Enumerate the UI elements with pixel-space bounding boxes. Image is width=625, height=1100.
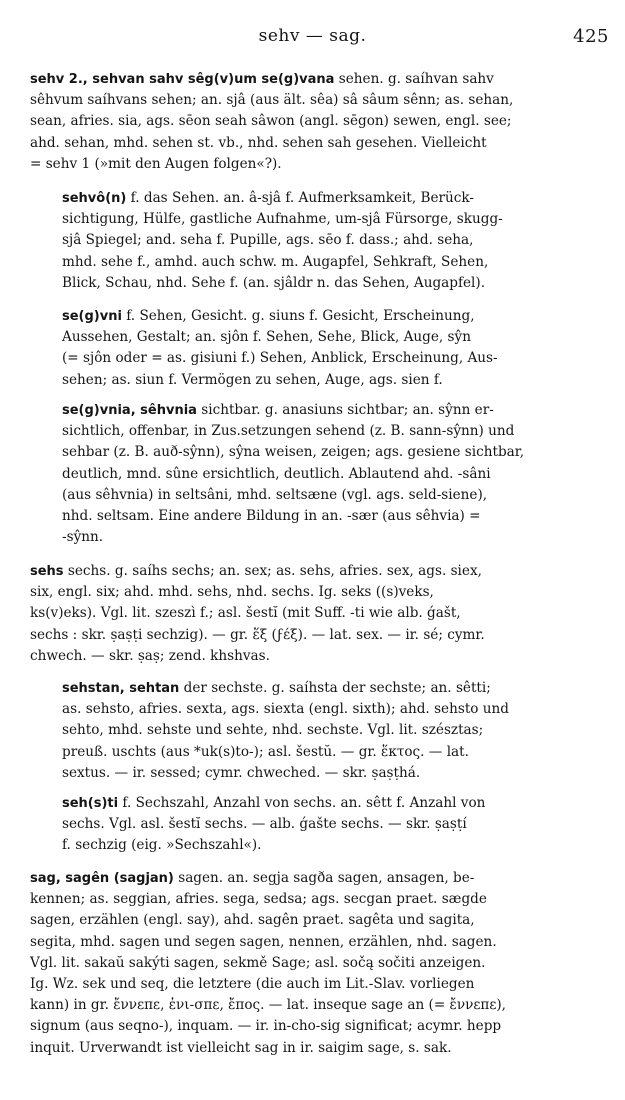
entry-text: f. Sechszahl, Anzahl von sechs. an. sêtt f. Anzahl von sechs. Vgl. asl. šestĭ sechs. — alb. ǵašte sechs. — skr. ṣaṣṭí f. sechzig (eig. »Sechszahl«). — [62, 795, 486, 854]
entry-sehsti — [62, 793, 610, 857]
page-title: sehv — sag. — [258, 26, 367, 46]
headword: sehstan, sehtan — [62, 681, 180, 696]
entry-sehvon — [62, 188, 610, 294]
page-number: 425 — [573, 26, 609, 47]
running-head — [0, 26, 625, 50]
entry-text: sagen. an. segja sagða sagen, ansagen, be- kennen; as. seggian, afries. sega, sedsa; ags. secgan praet. sægde sagen, erzählen (engl. say), ahd. sagên praet. sagêta und sagita, segita, mhd. sagen und segen sagen, nennen, erzählen, nhd. sagen. Vgl. lit. sakaŭ sakýti sagen, sekmě Sage; asl. sočą sočiti anzeigen. Ig. Wz. sek und seq, die letztere (die auch im Lit.-Slav. vorliegen kann) in gr. ἔννεπε, ἐνι-σπε, ἔπος. — lat. inseque sage an (= ἔννεπε), signum (aus seqno-), inquam. — ir. in-cho-sig significat; acymr. hepp inquit. Urverwandt ist vielleicht sag in ir. saigim sage, s. sak. — [30, 870, 507, 1056]
entry-segvni — [62, 306, 610, 391]
headword: se(g)vnia, sêhvnia — [62, 403, 197, 418]
entry-text: f. das Sehen. an. â-sjâ f. Aufmerksamkeit, Berück- sichtigung, Hülfe, gastliche Aufnahme, um-sjâ Fürsorge, skugg- sjâ Spiegel; and. seha f. Pupille, ags. sēo f. dass.; ahd. seha, mhd. sehe f., amhd. auch schw. m. Augapfel, Sehkraft, Sehen, Blick, Schau, nhd. Sehe f. (an. sjâldr n. das Sehen, Augapfel). — [62, 190, 503, 291]
entry-text: f. Sehen, Gesicht. g. siuns f. Gesicht, Erscheinung, Aussehen, Gestalt; an. sjôn f. Sehen, Sehe, Blick, Auge, sŷn (= sjôn oder = as. gisiuni f.) Sehen, Anblick, Erscheinung, Aus- sehen; as. siun f. Vermögen zu sehen, Auge, ags. sien f. — [62, 308, 498, 388]
entry-sag — [30, 868, 610, 1059]
headword: sehs — [30, 564, 64, 579]
entry-sehs — [30, 561, 610, 667]
headword: sehv 2., sehvan sahv sêg(v)um se(g)vana — [30, 72, 335, 87]
entry-text: sechs. g. saíhs sechs; an. sex; as. sehs, afries. sex, ags. siex, six, engl. six; ahd. mhd. sehs, nhd. sechs. Ig. seks ((s)veks, ks(v)eks). Vgl. lit. szeszì f.; asl. šestĭ (mit Suff. -ti wie alb. ǵašt, sechs : skr. ṣaṣṭi sechzig). — gr. ἕξ (ϝέξ). — lat. sex. — ir. sé; cymr. chwech. — skr. ṣaṣ; zend. khshvas. — [30, 563, 485, 664]
headword: sehvô(n) — [62, 191, 127, 206]
entry-segvnia — [62, 400, 610, 548]
headword: seh(s)ti — [62, 796, 119, 811]
entry-text: sehen. g. saíhvan sahv sêhvum saíhvans sehen; an. sjâ (aus ält. sêa) sâ sâum sênn; as. sehan, sean, afries. sia, ags. sēon seah sâwon (angl. sēgon) sewen, engl. see; ahd. sehan, mhd. sehen st. vb., nhd. sehen sah gesehen. Vielleicht = sehv 1 (»mit den Augen folgen«?). — [30, 71, 514, 172]
entry-text: sichtbar. g. anasiuns sichtbar; an. sŷnn er- sichtlich, offenbar, in Zus.setzungen sehend (z. B. sann-sŷnn) und sehbar (z. B. auð-sŷnn), sŷna weisen, zeigen; ags. gesiene sichtbar, deutlich, mnd. sûne ersichtlich, deutlich. Ablautend ahd. -sâni (aus sêhvnia) in seltsâni, mhd. seltsæne (vgl. ags. seld-siene), nhd. seltsam. Eine andere Bildung in an. -sær (aus sêhvia) = -sŷnn. — [62, 402, 525, 546]
entry-sehv — [30, 69, 610, 175]
headword: sag, sagên (sagjan) — [30, 871, 174, 886]
entry-text: der sechste. g. saíhsta der sechste; an. sêtti; as. sehsto, afries. sexta, ags. siexta (engl. sixth); ahd. sehsto und sehto, mhd. sehste und sehte, nhd. sechste. Vgl. lit. szésztas; preuß. uschts (aus *uk(s)to-); asl. šestŭ. — gr. ἕκτος. — lat. sextus. — ir. sessed; cymr. chweched. — skr. ṣaṣṭhá. — [62, 680, 509, 781]
entry-sehstan — [62, 678, 610, 784]
headword: se(g)vni — [62, 309, 122, 324]
